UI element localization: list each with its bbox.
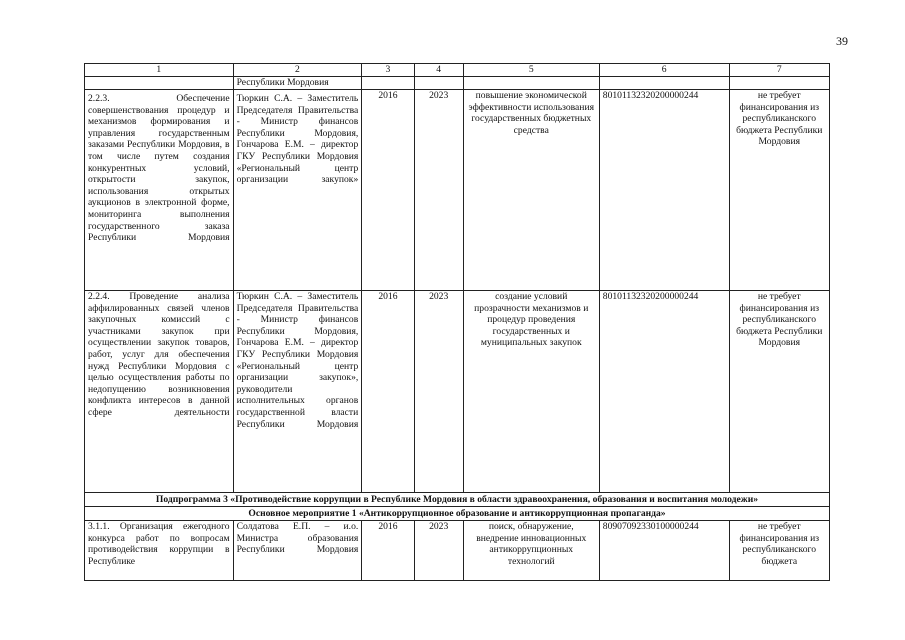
financing-cell: не требует финансирования из республиканского бюджета Республики Мордовия (729, 291, 830, 493)
column-header-3: 3 (362, 64, 414, 77)
responsible-cell: Тюркин С.А. – Заместитель Председателя Правительства - Министр финансов Республики Мордовия, Гончарова Е.М. – директор ГКУ Республики Мордовия «Региональный центр организации закупок», руководители исполнительных органов государственной власти Республики Мордовия (233, 291, 362, 493)
carry-over-responsible: Республики Мордовия (233, 77, 362, 90)
result-cell: поиск, обнаружение, внедрение инновационных антикоррупционных технологий (463, 521, 599, 581)
table-row (85, 291, 830, 493)
main-activity-heading: Основное мероприятие 1 «Антикоррупционное образование и антикоррупционная пропаганда» (85, 507, 830, 521)
carry-over-cell-3 (362, 77, 414, 90)
subprogram-heading-row (85, 493, 830, 507)
start-year-cell: 2016 (362, 521, 414, 581)
column-header-1: 1 (85, 64, 234, 77)
column-header-5: 5 (463, 64, 599, 77)
program-table (84, 63, 830, 581)
column-number-row (85, 64, 830, 77)
result-cell: создание условий прозрачности механизмов и процедур проведения государственных и муниципальных закупок (463, 291, 599, 493)
result-cell: повышение экономической эффективности использования государственных бюджетных средства (463, 90, 599, 291)
measure-cell: 2.2.3. Обеспечение совершенствования процедур и механизмов формирования и управления государственным заказами Республики Мордовия, в том числе путем создания конкурентных условий, открытости закупок, использования открытых аукционов в электронной форме, мониторинга выполнения государственного заказа Республики Мордовия (85, 90, 234, 291)
carry-over-cell-6 (599, 77, 729, 90)
start-year-cell: 2016 (362, 291, 414, 493)
budget-code-cell: 80101132320200000244 (599, 291, 729, 493)
column-header-4: 4 (414, 64, 463, 77)
subprogram-heading: Подпрограмма 3 «Противодействие коррупции в Республике Мордовия в области здравоохранения, образования и воспитания молодежи» (85, 493, 830, 507)
column-header-2: 2 (233, 64, 362, 77)
carry-over-cell-1 (85, 77, 234, 90)
end-year-cell: 2023 (414, 521, 463, 581)
page-number: 39 (836, 34, 848, 48)
main-activity-heading-row (85, 507, 830, 521)
responsible-cell: Тюркин С.А. – Заместитель Председателя Правительства - Министр финансов Республики Мордовия, Гончарова Е.М. – директор ГКУ Республики Мордовия «Региональный центр организации закупок» (233, 90, 362, 291)
financing-cell: не требует финансирования из республиканского бюджета (729, 521, 830, 581)
end-year-cell: 2023 (414, 90, 463, 291)
measure-cell: 2.2.4. Проведение анализа аффилированных связей членов закупочных комиссий с участниками закупок при осуществлении закупок товаров, работ, услуг для обеспечения нужд Республики Мордовия с целью осуществления работы по недопущению возникновения конфликта интересов в данной сфере деятельности (85, 291, 234, 493)
carry-over-row (85, 77, 830, 90)
carry-over-cell-4 (414, 77, 463, 90)
financing-cell: не требует финансирования из республиканского бюджета Республики Мордовия (729, 90, 830, 291)
carry-over-cell-5 (463, 77, 599, 90)
column-header-7: 7 (729, 64, 830, 77)
responsible-cell: Солдатова Е.П. – и.о. Министра образования Республики Мордовия (233, 521, 362, 581)
table-row (85, 521, 830, 581)
column-header-6: 6 (599, 64, 729, 77)
measure-cell: 3.1.1. Организация ежегодного конкурса работ по вопросам противодействия коррупции в Республике (85, 521, 234, 581)
end-year-cell: 2023 (414, 291, 463, 493)
budget-code-cell: 80907092330100000244 (599, 521, 729, 581)
carry-over-cell-7 (729, 77, 830, 90)
budget-code-cell: 80101132320200000244 (599, 90, 729, 291)
start-year-cell: 2016 (362, 90, 414, 291)
table-row (85, 90, 830, 291)
